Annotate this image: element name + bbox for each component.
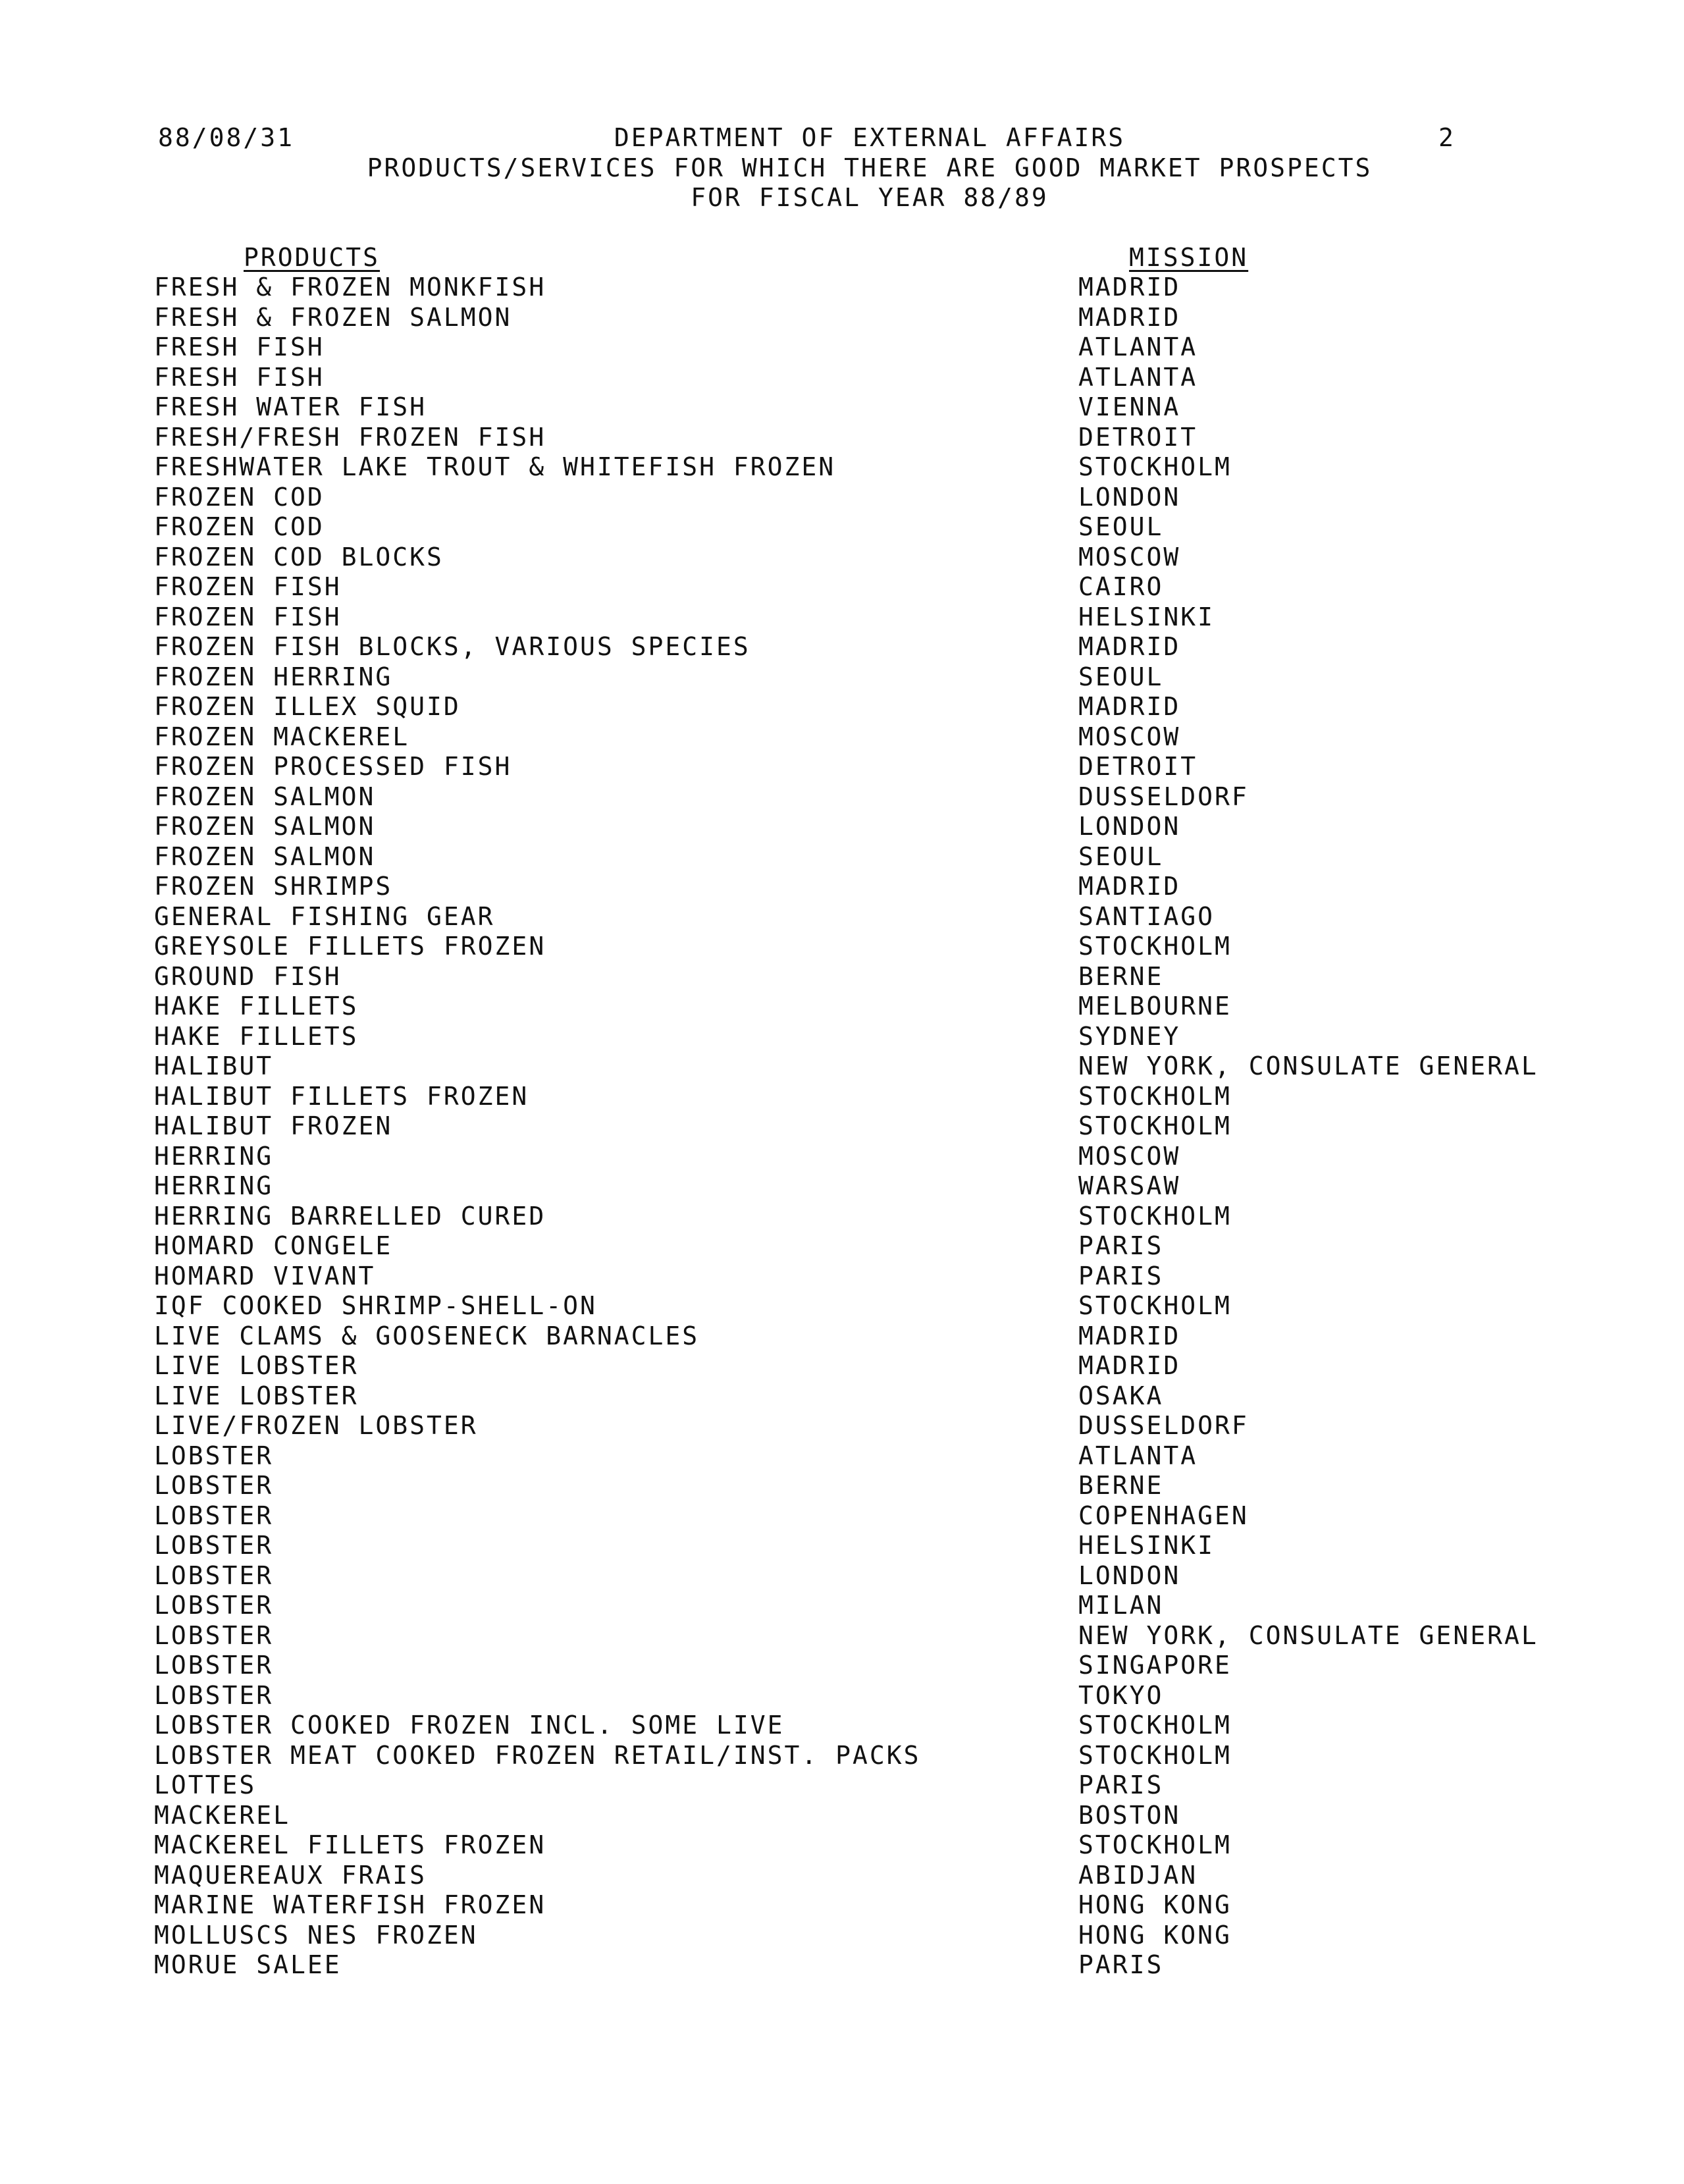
list-row	[154, 602, 1602, 633]
mission-cell: STOCKHOLM	[1078, 452, 1232, 481]
product-cell: FROZEN FISH BLOCKS, VARIOUS SPECIES	[154, 632, 750, 661]
list-row	[154, 1501, 1602, 1531]
mission-cell: PARIS	[1078, 1231, 1164, 1260]
product-cell: FROZEN ILLEX SQUID	[154, 692, 461, 721]
product-cell: HALIBUT	[154, 1052, 274, 1080]
mission-cell: DETROIT	[1078, 422, 1198, 452]
product-cell: LOBSTER	[154, 1560, 274, 1590]
list-row	[154, 692, 1602, 722]
product-cell: FRESH & FROZEN SALMON	[154, 302, 512, 332]
list-row	[154, 1741, 1602, 1771]
list-row	[154, 483, 1602, 513]
mission-cell: MADRID	[1078, 302, 1181, 332]
product-cell: LOBSTER COOKED FROZEN INCL. SOME LIVE	[154, 1711, 785, 1740]
mission-cell: DUSSELDORF	[1078, 782, 1249, 811]
report-date: 88/08/31	[158, 123, 295, 152]
mission-cell: MADRID	[1078, 632, 1181, 661]
product-cell: FROZEN COD BLOCKS	[154, 542, 444, 572]
product-cell: LOBSTER	[154, 1531, 274, 1560]
product-cell: FROZEN SALMON	[154, 782, 376, 811]
mission-cell: ATLANTA	[1078, 333, 1198, 361]
list-row	[154, 782, 1602, 812]
product-cell: FROZEN SALMON	[154, 841, 376, 871]
product-cell: HERRING	[154, 1141, 274, 1171]
product-cell: FROZEN MACKEREL	[154, 722, 410, 751]
list-row	[154, 452, 1602, 483]
mission-cell: NEW YORK, CONSULATE GENERAL	[1078, 1052, 1539, 1080]
product-cell: IQF COOKED SHRIMP-SHELL-ON	[154, 1291, 597, 1320]
mission-cell: STOCKHOLM	[1078, 1201, 1232, 1231]
list-row	[154, 1082, 1602, 1112]
mission-cell: SEOUL	[1078, 841, 1164, 871]
product-cell: LOTTES	[154, 1771, 257, 1799]
list-row	[154, 1022, 1602, 1052]
mission-cell: SANTIAGO	[1078, 901, 1215, 931]
product-cell: GROUND FISH	[154, 961, 342, 991]
list-row	[154, 1921, 1602, 1951]
list-row	[154, 1890, 1602, 1921]
mission-cell: VIENNA	[1078, 392, 1181, 421]
product-cell: FRESHWATER LAKE TROUT & WHITEFISH FROZEN	[154, 452, 836, 481]
product-cell: FRESH WATER FISH	[154, 392, 427, 421]
list-row	[154, 1231, 1602, 1262]
mission-cell: PARIS	[1078, 1950, 1164, 1979]
list-row	[154, 752, 1602, 782]
list-row	[154, 1651, 1602, 1681]
list-row	[154, 1830, 1602, 1861]
product-cell: FROZEN FISH	[154, 572, 342, 601]
mission-cell: HELSINKI	[1078, 1531, 1215, 1560]
mission-cell: MADRID	[1078, 1351, 1181, 1380]
mission-cell: NEW YORK, CONSULATE GENERAL	[1078, 1620, 1539, 1650]
product-cell: FROZEN COD	[154, 482, 325, 512]
list-row	[154, 1291, 1602, 1321]
mission-cell: LONDON	[1078, 482, 1181, 512]
product-cell: FROZEN COD	[154, 512, 325, 541]
list-row	[154, 872, 1602, 902]
list-row	[154, 1321, 1602, 1352]
mission-cell: STOCKHOLM	[1078, 1740, 1232, 1770]
product-cell: FRESH FISH	[154, 333, 325, 361]
product-cell: LOBSTER	[154, 1441, 274, 1470]
list-row	[154, 812, 1602, 842]
list-row	[154, 392, 1602, 423]
product-cell: GENERAL FISHING GEAR	[154, 901, 495, 931]
list-row	[154, 273, 1602, 303]
list-row	[154, 1591, 1602, 1621]
product-cell: HOMARD VIVANT	[154, 1261, 376, 1291]
product-cell: FRESH & FROZEN MONKFISH	[154, 273, 546, 302]
list-row	[154, 423, 1602, 453]
product-cell: MARINE WATERFISH FROZEN	[154, 1890, 546, 1919]
list-row	[154, 1861, 1602, 1891]
list-row	[154, 1202, 1602, 1232]
mission-cell: HELSINKI	[1078, 602, 1215, 631]
list-row	[154, 1142, 1602, 1172]
mission-cell: MADRID	[1078, 872, 1181, 901]
list-row	[154, 1950, 1602, 1981]
list-row	[154, 1621, 1602, 1651]
product-cell: HALIBUT FROZEN	[154, 1111, 393, 1140]
product-cell: MACKEREL	[154, 1800, 291, 1830]
mission-cell: SEOUL	[1078, 662, 1164, 691]
product-cell: HAKE FILLETS	[154, 992, 359, 1021]
list-row	[154, 572, 1602, 602]
product-cell: HAKE FILLETS	[154, 1021, 359, 1051]
mission-cell: DETROIT	[1078, 752, 1198, 781]
products-column-header: PRODUCTS	[244, 243, 381, 272]
mission-cell: MADRID	[1078, 692, 1181, 721]
product-cell: LOBSTER	[154, 1651, 274, 1680]
list-row	[154, 1711, 1602, 1741]
list-row	[154, 1441, 1602, 1472]
product-cell: LOBSTER	[154, 1591, 274, 1620]
product-cell: FROZEN SHRIMPS	[154, 872, 393, 901]
list-row	[154, 932, 1602, 962]
product-cell: HERRING	[154, 1171, 274, 1200]
page-number: 2	[1438, 123, 1456, 152]
mission-cell: HONG KONG	[1078, 1890, 1232, 1919]
fiscal-year-line: FOR FISCAL YEAR 88/89	[691, 183, 1049, 212]
mission-cell: OSAKA	[1078, 1381, 1164, 1410]
mission-cell: ABIDJAN	[1078, 1860, 1198, 1890]
list-row	[154, 722, 1602, 753]
list-row	[154, 962, 1602, 992]
mission-cell: SYDNEY	[1078, 1021, 1181, 1051]
list-row	[154, 1771, 1602, 1801]
list-row	[154, 1531, 1602, 1561]
list-row	[154, 1262, 1602, 1292]
list-row	[154, 1681, 1602, 1711]
product-cell: HOMARD CONGELE	[154, 1231, 393, 1260]
list-row	[154, 303, 1602, 333]
mission-cell: STOCKHOLM	[1078, 1291, 1232, 1320]
list-row	[154, 992, 1602, 1022]
mission-cell: MADRID	[1078, 273, 1181, 302]
product-cell: GREYSOLE FILLETS FROZEN	[154, 932, 546, 961]
mission-cell: DUSSELDORF	[1078, 1411, 1249, 1440]
mission-cell: SEOUL	[1078, 512, 1164, 541]
report-subtitle: PRODUCTS/SERVICES FOR WHICH THERE ARE GOOD MARKET PROSPECTS	[367, 153, 1373, 182]
mission-cell: STOCKHOLM	[1078, 1711, 1232, 1740]
mission-cell: STOCKHOLM	[1078, 1111, 1232, 1140]
mission-cell: HONG KONG	[1078, 1920, 1232, 1950]
mission-cell: STOCKHOLM	[1078, 1830, 1232, 1859]
mission-column-header: MISSION	[1129, 243, 1249, 272]
mission-cell: WARSAW	[1078, 1171, 1181, 1200]
mission-cell: COPENHAGEN	[1078, 1501, 1249, 1530]
mission-cell: LONDON	[1078, 812, 1181, 841]
mission-cell: SINGAPORE	[1078, 1651, 1232, 1680]
list-row	[154, 1351, 1602, 1381]
list-row	[154, 1561, 1602, 1591]
product-cell: HALIBUT FILLETS FROZEN	[154, 1081, 529, 1111]
product-cell: LOBSTER	[154, 1620, 274, 1650]
product-cell: FRESH/FRESH FROZEN FISH	[154, 422, 546, 452]
list-row	[154, 1471, 1602, 1501]
product-cell: MOLLUSCS NES FROZEN	[154, 1920, 478, 1950]
product-cell: FROZEN PROCESSED FISH	[154, 752, 512, 781]
product-cell: LOBSTER	[154, 1471, 274, 1500]
list-row	[154, 662, 1602, 693]
list-row	[154, 1411, 1602, 1441]
list-row	[154, 1171, 1602, 1202]
product-cell: LIVE CLAMS & GOOSENECK BARNACLES	[154, 1321, 700, 1350]
mission-cell: BERNE	[1078, 961, 1164, 991]
list-row	[154, 543, 1602, 573]
list-row	[154, 1111, 1602, 1142]
product-cell: MACKEREL FILLETS FROZEN	[154, 1830, 546, 1859]
mission-cell: MOSCOW	[1078, 542, 1181, 572]
list-row	[154, 1801, 1602, 1831]
product-cell: LIVE LOBSTER	[154, 1381, 359, 1410]
list-row	[154, 632, 1602, 662]
product-cell: FRESH FISH	[154, 362, 325, 392]
product-cell: FROZEN SALMON	[154, 812, 376, 841]
product-cell: MORUE SALEE	[154, 1950, 342, 1979]
mission-cell: STOCKHOLM	[1078, 932, 1232, 961]
product-cell: LIVE/FROZEN LOBSTER	[154, 1411, 478, 1440]
mission-cell: MELBOURNE	[1078, 992, 1232, 1021]
mission-cell: STOCKHOLM	[1078, 1081, 1232, 1111]
mission-cell: MOSCOW	[1078, 722, 1181, 751]
product-cell: LIVE LOBSTER	[154, 1351, 359, 1380]
list-row	[154, 1052, 1602, 1082]
list-row	[154, 512, 1602, 543]
product-cell: LOBSTER	[154, 1501, 274, 1530]
list-row	[154, 363, 1602, 393]
product-cell: HERRING BARRELLED CURED	[154, 1201, 546, 1231]
mission-cell: MADRID	[1078, 1321, 1181, 1350]
mission-cell: MILAN	[1078, 1591, 1164, 1620]
list-row	[154, 1381, 1602, 1412]
product-cell: FROZEN FISH	[154, 602, 342, 631]
mission-cell: ATLANTA	[1078, 362, 1198, 392]
department-title: DEPARTMENT OF EXTERNAL AFFAIRS	[614, 123, 1126, 152]
mission-cell: MOSCOW	[1078, 1141, 1181, 1171]
list-row	[154, 902, 1602, 932]
mission-cell: LONDON	[1078, 1560, 1181, 1590]
mission-cell: BOSTON	[1078, 1800, 1181, 1830]
mission-cell: CAIRO	[1078, 572, 1164, 601]
mission-cell: BERNE	[1078, 1471, 1164, 1500]
list-row	[154, 842, 1602, 872]
mission-cell: PARIS	[1078, 1771, 1164, 1799]
product-cell: FROZEN HERRING	[154, 662, 393, 691]
product-mission-list	[154, 273, 1602, 1981]
product-cell: LOBSTER MEAT COOKED FROZEN RETAIL/INST. PACKS	[154, 1740, 921, 1770]
list-row	[154, 333, 1602, 363]
product-cell: MAQUEREAUX FRAIS	[154, 1860, 427, 1890]
mission-cell: TOKYO	[1078, 1680, 1164, 1710]
mission-cell: PARIS	[1078, 1261, 1164, 1291]
product-cell: LOBSTER	[154, 1680, 274, 1710]
mission-cell: ATLANTA	[1078, 1441, 1198, 1470]
